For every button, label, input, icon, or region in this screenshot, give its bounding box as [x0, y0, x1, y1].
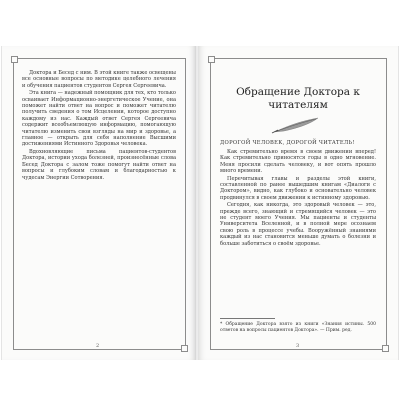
quill-pen-icon [270, 116, 322, 134]
footnote-rule [220, 318, 275, 319]
body-paragraph: Эта книга — надежный помощник для тех, кто только осваивает Информационно-энергетическое Учение, она поможет найти ответ на вопрос и поможет читателю получить сведения о том Исцелении, которое доступно каждому из нас. Каждый ответ Сергея Сергеевича содержит всеобъемлющую информацию, помогающую читателю изменить свои взгляды на мир и здоровье, а главное — открыть для себя наполнение Высшими достижениями Истинного Здоровья человека. [22, 90, 176, 148]
salutation: ДОРОГОЙ ЧЕЛОВЕК, ДОРОГОЙ ЧИТАТЕЛЬ! [220, 140, 355, 146]
right-page [198, 46, 399, 360]
body-paragraph: Сегодня, как никогда, это здоровый человек — это, прежде всего, знающий и стремящийся человек — это не студент моего Учения. Мы пациенты и студенты Университета Вселенной, и в полной мере осознаем свою роль в процессе учебы. Вооружённый знаниями каждый из нас становится меньше думать о болезни и больше заботиться о своём здоровье. [220, 202, 376, 247]
chapter-title: Обращение Доктора к читателям [236, 86, 360, 111]
body-paragraph: Доктора и Бесед с ним. В этой книге также освещены все основные вопросы по методике целебного лечения и обучения пациентов студентов Сергея Сергеевича. [22, 70, 176, 89]
footnote: * Обращение Доктора взято из книги «Знания истины. 500 ответов на вопросы пациентов Доктора». — Прим. ред. [220, 322, 376, 333]
page-number: 2 [96, 343, 100, 349]
body-paragraph: Вдохновляющие письма пациентов-студентов Доктора, истории ухода болезней, произнесённые слова Бесед Доктора с залом тоже помогут найти ответ на вопросы и глубоким словам и благодарностью к чудесам Энергии Сотворения. [22, 148, 176, 181]
open-book-spread [0, 46, 400, 360]
page-number: 3 [296, 343, 300, 349]
left-page-body [22, 70, 176, 181]
body-paragraph: Как стремительно время в своем движении вперед! Как стремительно приносятся годы в одно мгновение. Меня просили сделать человеку, и вот опять прошло много времени. [220, 149, 376, 175]
right-page-body [220, 149, 376, 247]
left-page [1, 46, 196, 360]
body-paragraph: Перечитывая главы и разделы этой книги, составленной по ранее вышедшим книгам «Диалоги с Доктором», видно, как глубоко и основательно человек продвинулся в своем движении к истинному здоровью. [220, 175, 376, 201]
